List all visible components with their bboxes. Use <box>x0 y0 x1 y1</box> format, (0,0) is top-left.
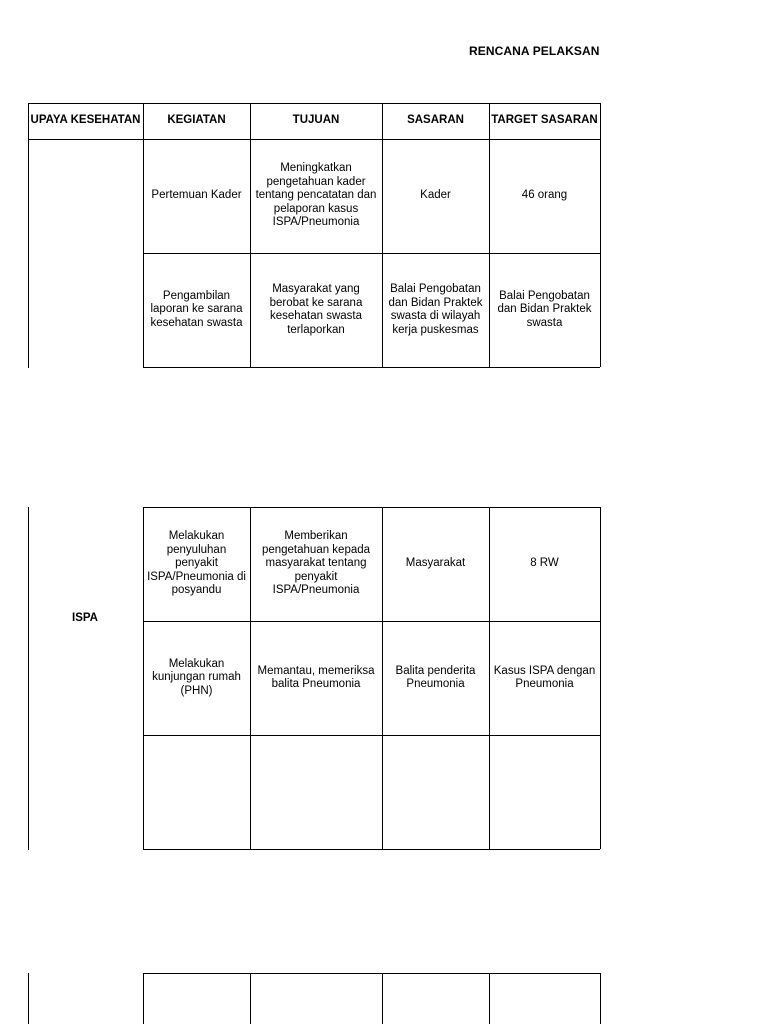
table-cell-kegiatan: Pengambilan laporan ke sarana kesehatan swasta <box>150 289 243 329</box>
table-border <box>600 507 601 849</box>
table-border <box>28 139 29 368</box>
table-border <box>600 103 601 139</box>
table-border <box>143 973 600 974</box>
table-border <box>143 735 600 736</box>
section-label-ispa: ISPA <box>72 612 98 624</box>
table-cell-target: 8 RW <box>530 557 559 570</box>
header-cell: UPAYA KESEHATAN <box>30 114 141 127</box>
table-cell-tujuan: Meningkatkan pengetahuan kader tentang pencatatan dan pelaporan kasus ISPA/Pneumonia <box>255 162 377 229</box>
header-cell: TARGET SASARAN <box>491 114 598 127</box>
table-border <box>143 849 600 850</box>
table-cell-sasaran: Balai Pengobatan dan Bidan Praktek swasta di wilayah kerja puskesmas <box>388 283 483 336</box>
table-border <box>250 973 251 1024</box>
table-cell-sasaran: Kader <box>420 189 451 202</box>
table-border <box>28 507 29 850</box>
table-border <box>382 973 383 1024</box>
table-cell-target: Kasus ISPA dengan Pneumonia <box>493 664 596 690</box>
table-border <box>28 973 29 1024</box>
table-cell-sasaran: Balita penderita Pneumonia <box>395 664 476 690</box>
table-cell-kegiatan: Pertemuan Kader <box>151 189 242 202</box>
table-cell-kegiatan: Melakukan penyuluhan penyakit ISPA/Pneumonia di posyandu <box>147 530 246 597</box>
document-title: RENCANA PELAKSAN <box>469 44 600 58</box>
table-border <box>600 973 601 1024</box>
table-cell-kegiatan: Melakukan kunjungan rumah (PHN) <box>152 657 241 697</box>
table-cell-tujuan: Masyarakat yang berobat ke sarana kesehatan swasta terlaporkan <box>269 283 363 336</box>
header-cell: KEGIATAN <box>167 114 226 127</box>
table-cell-tujuan: Memberikan pengetahuan kepada masyarakat tentang penyakit ISPA/Pneumonia <box>261 530 371 597</box>
table-cell-target: Balai Pengobatan dan Bidan Praktek swasta <box>497 289 592 329</box>
table-border <box>489 973 490 1024</box>
header-cell: SASARAN <box>407 114 464 127</box>
table-cell-target: 46 orang <box>521 189 568 202</box>
table-border <box>143 973 144 1024</box>
table-cell-sasaran: Masyarakat <box>405 557 466 570</box>
table-border <box>600 139 601 367</box>
table-border <box>143 367 600 368</box>
table-cell-tujuan: Memantau, memeriksa balita Pneumonia <box>257 664 375 690</box>
header-cell: TUJUAN <box>292 114 340 127</box>
